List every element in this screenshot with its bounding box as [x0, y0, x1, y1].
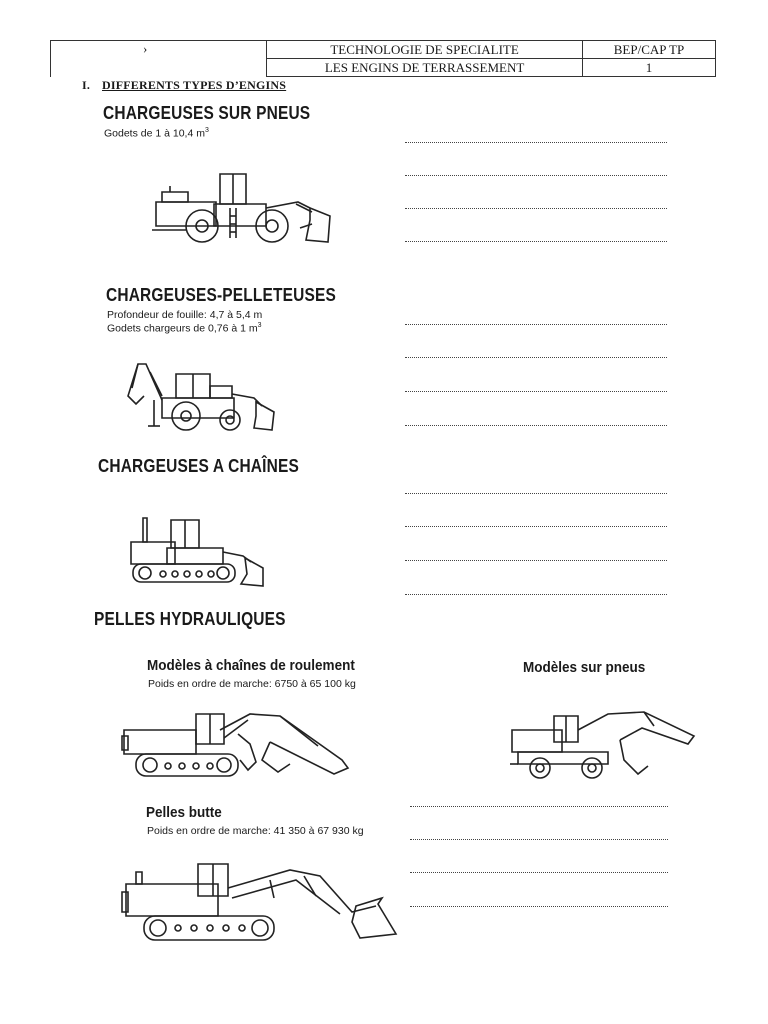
answer-line-1 — [405, 142, 667, 145]
section-title — [82, 78, 286, 93]
hydraulic-excavators-title: PELLES HYDRAULIQUES — [94, 609, 286, 629]
backhoe-loader-illustration — [126, 360, 276, 434]
header-mark: › — [51, 41, 267, 77]
header-topic: LES ENGINS DE TERRASSEMENT — [267, 59, 583, 77]
wheel-loaders-title: CHARGEUSES SUR PNEUS — [103, 103, 311, 123]
header-page: 1 — [583, 59, 716, 77]
answer-line-2 — [405, 175, 667, 178]
header-table — [50, 40, 716, 77]
front-shovel-title: Pelles butte — [146, 804, 222, 821]
answer-line-14 — [410, 839, 668, 842]
front-shovel-illustration — [120, 862, 402, 946]
header-subject: TECHNOLOGIE DE SPECIALITE — [267, 41, 583, 59]
section-title-text: DIFFERENTS TYPES D’ENGINS — [102, 78, 287, 92]
tracked-excavator-illustration — [120, 708, 352, 782]
track-loader-illustration — [127, 516, 267, 588]
track-loaders-title: CHARGEUSES A CHAÎNES — [98, 456, 299, 476]
header-level: BEP/CAP TP — [583, 41, 716, 59]
backhoe-loaders-title: CHARGEUSES-PELLETEUSES — [106, 285, 337, 305]
wheel-loaders-spec-text: Godets de 1 à 10,4 m — [104, 127, 205, 140]
wheeled-excavator-illustration — [508, 710, 698, 782]
tracked-excavators-spec: Poids en ordre de marche: 6750 à 65 100 kg — [148, 678, 356, 690]
answer-line-11 — [405, 560, 667, 563]
answer-line-5 — [405, 324, 667, 327]
answer-line-10 — [405, 526, 667, 529]
backhoe-loaders-spec-2-text: Godets chargeurs de 0,76 à 1 m — [107, 322, 258, 335]
wheel-loaders-spec — [104, 127, 209, 140]
front-shovel-spec: Poids en ordre de marche: 41 350 à 67 930 kg — [147, 825, 364, 837]
answer-line-15 — [410, 872, 668, 875]
wheel-loader-illustration — [150, 168, 335, 248]
answer-line-4 — [405, 241, 667, 244]
answer-line-16 — [410, 906, 668, 909]
answer-line-3 — [405, 208, 667, 211]
answer-line-12 — [405, 594, 667, 597]
answer-line-13 — [410, 806, 668, 809]
answer-line-9 — [405, 493, 667, 496]
tracked-excavators-title: Modèles à chaînes de roulement — [147, 657, 355, 674]
answer-line-7 — [405, 391, 667, 394]
wheeled-excavators-title: Modèles sur pneus — [523, 659, 646, 676]
wheel-loaders-spec-sup: 3 — [204, 127, 209, 134]
backhoe-loaders-spec-2-sup: 3 — [257, 322, 262, 329]
answer-line-8 — [405, 425, 667, 428]
answer-line-6 — [405, 357, 667, 360]
section-number: I. — [82, 78, 91, 92]
backhoe-loaders-spec-2 — [107, 322, 262, 335]
backhoe-loaders-spec-1: Profondeur de fouille: 4,7 à 5,4 m — [107, 309, 263, 321]
